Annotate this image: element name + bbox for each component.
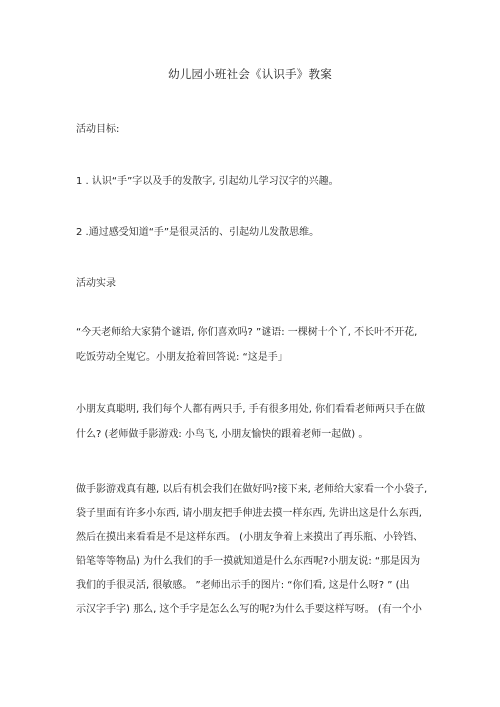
paragraph-line: 吃饭劳动全嵬它。小朋友抢着回答说: “这是手」 — [76, 352, 288, 363]
paragraph-line: “今天老师给大家猜个谜语, 你们喜欢吗? ”谜语: 一棵树十个丫, 不长叶不开花, — [76, 327, 418, 338]
document-title: 幼儿园小班社会《认识手》教案 — [168, 67, 332, 81]
paragraph-hand-shadow — [76, 403, 432, 442]
paragraph-line: 袋子里面有许多小东西, 请小朋友把手伸进去摸一样东西, 先讲出这是什么东西, — [76, 508, 422, 519]
paragraph-line: 示汉字手字) 那么, 这个手字是怎么么写的呢?为什么手要这样写呀。 (有一个小 — [76, 604, 422, 615]
paragraph-line: 做手影游戏真有趣, 以后有机会我们在做好吗?接下来, 老师给大家看一个小袋子, — [76, 484, 428, 495]
paragraph-bag-game — [76, 483, 432, 617]
objectives-heading: 活动目标: — [76, 124, 120, 135]
paragraph-line: 小朋友真聪明, 我们每个人都有两只手, 手有很多用处, 你们看看老师两只手在做 — [76, 404, 426, 415]
paragraph-line: 然后在摸出来看看是不是这样东西。 (小朋友争着上来摸出了再乐瓶、小铃铛、 — [76, 532, 424, 543]
paragraph-line: 我们的手很灵活, 很敏感。 ”老师出示手的图片: “你们看, 这是什么呀? ” (出 — [76, 580, 410, 591]
objective-item-1: 1 . 认识“手”字以及手的发散字, 引起幼儿学习汉字的兴趣。 — [76, 176, 339, 187]
paragraph-line: 什么? (老师做手影游戏: 小鸟飞, 小朋友愉快的跟着老师一起做) 。 — [76, 429, 369, 440]
paragraph-riddle — [76, 326, 432, 365]
record-heading: 活动实录 — [76, 278, 116, 289]
paragraph-line: 铅笔等等物品) 为什么我们的手一摸就知道是什么东西呢?小朋友说: “那是因为 — [76, 556, 421, 567]
objective-item-2: 2 .通过感受知道“手”是很灵活的、引起幼儿发散思维。 — [76, 227, 320, 238]
